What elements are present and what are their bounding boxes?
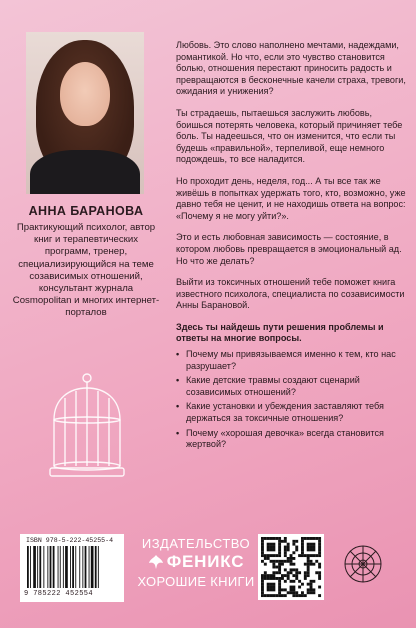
qr-module xyxy=(270,537,273,540)
author-bio: Практикующий психолог, автор книг и терапевтических программ, тренер, специализирующийся на теме созависимых отношений, консультант журнала Cosmopolitan и многих интернет-порталов xyxy=(12,222,160,319)
barcode-bars xyxy=(26,546,118,588)
list-item xyxy=(176,401,408,424)
qr-module xyxy=(281,577,284,580)
qr-module xyxy=(295,546,298,549)
barcode-bar xyxy=(91,546,94,588)
qr-module xyxy=(310,563,313,566)
qr-module xyxy=(267,586,270,589)
qr-module xyxy=(261,548,264,551)
author-photo-face xyxy=(60,62,110,126)
qr-module xyxy=(318,571,321,574)
author-photo-clothes xyxy=(30,150,140,194)
description-paragraph: Это и есть любовная зависимость — состояние, в котором любовь превращается в эмоциональный ад. Но что же делать? xyxy=(176,232,402,266)
qr-module xyxy=(318,594,321,597)
question-text: Почему мы привязываемся именно к тем, кто нас разрушает? xyxy=(186,349,396,371)
qr-module xyxy=(310,546,313,549)
qr-module xyxy=(304,571,307,574)
qr-module xyxy=(270,548,273,551)
description-paragraph: Ты страдаешь, пытаешься заслужить любовь, боишься потерять человека, который причиняет тебе боль. Ты надеешься, что он изменится, что если ты будешь «правильной», терпеливой, еще немного подождешь, то все наладится. xyxy=(176,107,403,165)
list-item xyxy=(176,349,408,372)
qr-module xyxy=(270,560,273,563)
description-column xyxy=(176,40,408,454)
qr-module xyxy=(292,543,295,546)
qr-module xyxy=(264,554,267,557)
qr-module xyxy=(301,591,304,594)
qr-module xyxy=(292,563,295,566)
question-text: Какие установки и убеждения заставляют тебя держаться за токсичные отношения? xyxy=(186,401,384,424)
qr-module xyxy=(287,543,290,546)
qr-module xyxy=(318,543,321,546)
qr-module xyxy=(292,580,295,583)
qr-module xyxy=(292,551,295,554)
qr-module xyxy=(275,566,278,569)
qr-module xyxy=(267,588,270,591)
qr-module xyxy=(272,571,275,574)
qr-module xyxy=(298,554,301,557)
qr-module xyxy=(304,594,307,597)
barcode-bar xyxy=(43,546,44,588)
qr-module xyxy=(281,563,284,566)
qr-module xyxy=(275,560,278,563)
qr-module xyxy=(261,574,264,577)
qr-module xyxy=(267,583,270,586)
qr-module xyxy=(261,580,264,583)
qr-module xyxy=(290,586,293,589)
qr-module xyxy=(281,540,284,543)
qr-module xyxy=(281,574,284,577)
qr-module xyxy=(267,557,270,560)
qr-module xyxy=(292,586,295,589)
qr-module xyxy=(287,560,290,563)
qr-module xyxy=(312,548,315,551)
qr-module xyxy=(318,566,321,569)
qr-module xyxy=(281,560,284,563)
barcode-bar xyxy=(79,546,80,588)
qr-module xyxy=(292,594,295,597)
qr-module xyxy=(284,554,287,557)
qr-module xyxy=(312,543,315,546)
qr-module xyxy=(264,577,267,580)
qr-module xyxy=(307,557,310,560)
qr-module xyxy=(278,548,281,551)
qr-module xyxy=(284,568,287,571)
qr-module xyxy=(292,540,295,543)
qr-module xyxy=(290,580,293,583)
qr-module xyxy=(307,554,310,557)
barcode-bar xyxy=(63,546,64,588)
barcode-bar xyxy=(72,546,74,588)
qr-module xyxy=(292,574,295,577)
imprint-strip xyxy=(20,534,410,604)
qr-module xyxy=(264,537,267,540)
publisher-slogan: ХОРОШИЕ КНИГИ xyxy=(137,574,255,589)
qr-module xyxy=(278,583,281,586)
qr-module xyxy=(272,574,275,577)
qr-module xyxy=(261,588,264,591)
qr-module xyxy=(287,546,290,549)
qr-module xyxy=(301,583,304,586)
qr-module xyxy=(304,554,307,557)
qr-module xyxy=(270,574,273,577)
qr-module xyxy=(270,546,273,549)
qr-module xyxy=(272,566,275,569)
qr-module xyxy=(281,588,284,591)
qr-module xyxy=(287,548,290,551)
qr-module xyxy=(307,546,310,549)
qr-module xyxy=(292,557,295,560)
qr-module xyxy=(281,594,284,597)
qr-module xyxy=(304,537,307,540)
qr-module xyxy=(307,568,310,571)
qr-module xyxy=(318,586,321,589)
author-name: АННА БАРАНОВА xyxy=(28,204,144,218)
qr-module xyxy=(304,574,307,577)
qr-module xyxy=(267,574,270,577)
qr-module xyxy=(287,574,290,577)
qr-module xyxy=(312,591,315,594)
qr-module xyxy=(261,543,264,546)
qr-module xyxy=(272,577,275,580)
publisher-wheel-icon xyxy=(343,544,383,584)
qr-module xyxy=(315,537,318,540)
qr-module xyxy=(275,537,278,540)
qr-module xyxy=(307,560,310,563)
qr-module xyxy=(264,563,267,566)
qr-module xyxy=(284,546,287,549)
qr-module xyxy=(278,551,281,554)
qr-module xyxy=(301,551,304,554)
qr-module xyxy=(290,571,293,574)
barcode-bar xyxy=(82,546,83,588)
qr-module xyxy=(270,594,273,597)
list-item xyxy=(176,428,408,451)
qr-module xyxy=(272,586,275,589)
isbn-label: ISBN 978-5-222-45255-4 xyxy=(26,537,114,544)
qr-module xyxy=(284,594,287,597)
phoenix-icon xyxy=(148,554,164,570)
qr-module xyxy=(290,563,293,566)
question-text: Какие детские травмы создают сценарий созависимых отношений? xyxy=(186,375,360,397)
qr-module xyxy=(318,563,321,566)
qr-module xyxy=(272,546,275,549)
lead-heading: Здесь ты найдешь пути решения проблемы и ответы на многие вопросы. xyxy=(176,321,384,344)
publisher-logo xyxy=(132,534,260,602)
qr-module xyxy=(310,580,313,583)
qr-module xyxy=(318,554,321,557)
qr-module xyxy=(278,543,281,546)
qr-module xyxy=(292,568,295,571)
barcode-bar xyxy=(37,546,38,588)
qr-module xyxy=(307,583,310,586)
qr-module xyxy=(295,571,298,574)
question-list xyxy=(176,349,408,451)
qr-module xyxy=(310,554,313,557)
qr-module xyxy=(310,591,313,594)
bullet-icon: • xyxy=(176,349,180,360)
qr-module xyxy=(278,537,281,540)
qr-module xyxy=(318,551,321,554)
qr-module xyxy=(272,537,275,540)
qr-module xyxy=(272,594,275,597)
qr-module xyxy=(315,571,318,574)
qr-module xyxy=(267,543,270,546)
qr-module xyxy=(275,594,278,597)
qr-module xyxy=(295,568,298,571)
qr-module xyxy=(261,594,264,597)
qr-module xyxy=(267,548,270,551)
qr-module xyxy=(310,560,313,563)
qr-module xyxy=(278,566,281,569)
qr-module xyxy=(307,563,310,566)
author-block xyxy=(10,204,162,320)
barcode xyxy=(20,534,124,602)
qr-module xyxy=(301,537,304,540)
qr-module xyxy=(310,548,313,551)
publisher-name xyxy=(132,552,260,572)
qr-module xyxy=(270,583,273,586)
question-text: Почему «хорошая девочка» всегда становится жертвой? xyxy=(186,427,384,450)
qr-module xyxy=(292,591,295,594)
qr-module xyxy=(290,560,293,563)
qr-module xyxy=(270,586,273,589)
qr-module xyxy=(264,574,267,577)
barcode-bar xyxy=(89,546,90,588)
qr-module xyxy=(290,588,293,591)
qr-module xyxy=(275,577,278,580)
publisher-label: ИЗДАТЕЛЬСТВО xyxy=(141,536,251,551)
qr-module xyxy=(312,537,315,540)
qr-module xyxy=(287,577,290,580)
qr-module xyxy=(312,546,315,549)
qr-module xyxy=(304,563,307,566)
qr-module xyxy=(284,588,287,591)
qr-module xyxy=(287,571,290,574)
barcode-bar xyxy=(27,546,29,588)
qr-module xyxy=(261,591,264,594)
qr-module xyxy=(261,577,264,580)
qr-module xyxy=(261,586,264,589)
barcode-bar xyxy=(39,546,41,588)
qr-module xyxy=(272,554,275,557)
barcode-bar xyxy=(50,546,52,588)
qr-module xyxy=(295,594,298,597)
qr-module xyxy=(318,540,321,543)
qr-module xyxy=(310,543,313,546)
barcode-bar xyxy=(53,546,55,588)
barcode-bar xyxy=(47,546,48,588)
barcode-bar xyxy=(65,546,68,588)
bullet-icon: • xyxy=(176,375,180,386)
qr-module xyxy=(261,583,264,586)
qr-module xyxy=(310,588,313,591)
qr-module xyxy=(312,554,315,557)
qr-module xyxy=(284,537,287,540)
qr-module xyxy=(275,554,278,557)
qr-module xyxy=(278,540,281,543)
qr-module xyxy=(301,554,304,557)
qr-module xyxy=(278,577,281,580)
qr-module xyxy=(295,574,298,577)
qr-module xyxy=(315,554,318,557)
qr-module xyxy=(318,537,321,540)
qr-module xyxy=(278,568,281,571)
qr-module xyxy=(264,594,267,597)
bullet-icon: • xyxy=(176,427,180,438)
barcode-bar xyxy=(58,546,59,588)
barcode-bar xyxy=(95,546,97,588)
qr-module xyxy=(307,588,310,591)
qr-module xyxy=(295,548,298,551)
qr-module xyxy=(261,560,264,563)
barcode-bar xyxy=(60,546,61,588)
qr-module xyxy=(278,571,281,574)
qr-module xyxy=(307,543,310,546)
barcode-bar xyxy=(98,546,99,588)
qr-module xyxy=(290,557,293,560)
barcode-bar xyxy=(33,546,36,588)
qr-module xyxy=(267,594,270,597)
qr-module xyxy=(304,577,307,580)
qr-module xyxy=(295,577,298,580)
qr-module xyxy=(272,563,275,566)
qr-module xyxy=(301,540,304,543)
qr-module xyxy=(278,554,281,557)
qr-module xyxy=(272,583,275,586)
qr-module xyxy=(298,586,301,589)
qr-module xyxy=(312,588,315,591)
qr-module xyxy=(298,594,301,597)
bullet-icon: • xyxy=(176,401,180,412)
qr-module xyxy=(287,591,290,594)
qr-module xyxy=(264,571,267,574)
qr-module xyxy=(270,588,273,591)
qr-module xyxy=(261,554,264,557)
qr-module xyxy=(267,537,270,540)
barcode-bar xyxy=(85,546,87,588)
qr-module xyxy=(307,548,310,551)
qr-module xyxy=(278,580,281,583)
qr-module xyxy=(278,560,281,563)
qr-module xyxy=(301,548,304,551)
qr-module xyxy=(318,548,321,551)
qr-module xyxy=(278,586,281,589)
qr-module xyxy=(307,571,310,574)
qr-module xyxy=(292,588,295,591)
birdcage-icon xyxy=(44,370,130,480)
qr-module xyxy=(267,546,270,549)
qr-module xyxy=(278,563,281,566)
qr-module xyxy=(278,546,281,549)
qr-module xyxy=(310,583,313,586)
qr-module xyxy=(318,574,321,577)
qr-module xyxy=(290,591,293,594)
qr-module xyxy=(298,580,301,583)
qr-module xyxy=(284,574,287,577)
qr-module xyxy=(307,537,310,540)
qr-module xyxy=(301,546,304,549)
ean-digits: 9 785222 452554 xyxy=(24,590,94,598)
qr-module xyxy=(284,540,287,543)
qr-module xyxy=(272,543,275,546)
qr-module xyxy=(318,546,321,549)
qr-module xyxy=(312,580,315,583)
qr-module xyxy=(298,571,301,574)
qr-module xyxy=(284,560,287,563)
qr-module xyxy=(270,554,273,557)
list-item xyxy=(176,375,408,398)
qr-module xyxy=(301,594,304,597)
qr-module xyxy=(284,580,287,583)
qr-module xyxy=(261,540,264,543)
qr-module xyxy=(310,537,313,540)
qr-module xyxy=(278,588,281,591)
description-paragraph: Любовь. Это слово наполнено мечтами, надеждами, романтикой. Но что, если это чувство становится болью, отношения перестают приносить радость и превращаются в бесконечные качели страха, тревоги, ожидания и унижения? xyxy=(176,40,406,97)
qr-module xyxy=(312,563,315,566)
qr-module xyxy=(307,591,310,594)
qr-module xyxy=(267,577,270,580)
qr-module xyxy=(295,540,298,543)
barcode-bar xyxy=(70,546,71,588)
qr-module xyxy=(264,557,267,560)
qr-module xyxy=(290,568,293,571)
qr-module xyxy=(261,551,264,554)
barcode-bar xyxy=(75,546,76,588)
qr-module xyxy=(307,566,310,569)
qr-module xyxy=(295,591,298,594)
qr-module xyxy=(284,551,287,554)
qr-module xyxy=(290,554,293,557)
qr-module xyxy=(261,537,264,540)
description-paragraph: Но проходит день, неделя, год... А ты все так же живёшь в попытках удержать того, кто, возможно, уже давно тебя не ценит, и не находишь ответа на вопрос: «Почему я не могу уйти?». xyxy=(176,175,406,221)
qr-module xyxy=(272,548,275,551)
qr-module xyxy=(267,554,270,557)
qr-module xyxy=(278,594,281,597)
qr-module xyxy=(270,543,273,546)
qr-module xyxy=(315,560,318,563)
qr-module xyxy=(278,591,281,594)
qr-module xyxy=(307,574,310,577)
qr-module xyxy=(270,577,273,580)
barcode-bar xyxy=(30,546,31,588)
qr-module xyxy=(301,543,304,546)
publisher-name-text: ФЕНИКС xyxy=(166,552,245,571)
qr-module xyxy=(272,588,275,591)
qr-module xyxy=(318,577,321,580)
description-paragraph: Выйти из токсичных отношений тебе поможет книга известного психолога, специалиста по созависимости Анны Барановой. xyxy=(176,277,405,311)
qr-module xyxy=(261,546,264,549)
qr-module xyxy=(284,548,287,551)
qr-module xyxy=(275,571,278,574)
qr-code-icon xyxy=(258,534,324,600)
qr-module xyxy=(310,586,313,589)
qr-module xyxy=(272,560,275,563)
qr-module xyxy=(287,557,290,560)
author-photo xyxy=(26,32,144,194)
